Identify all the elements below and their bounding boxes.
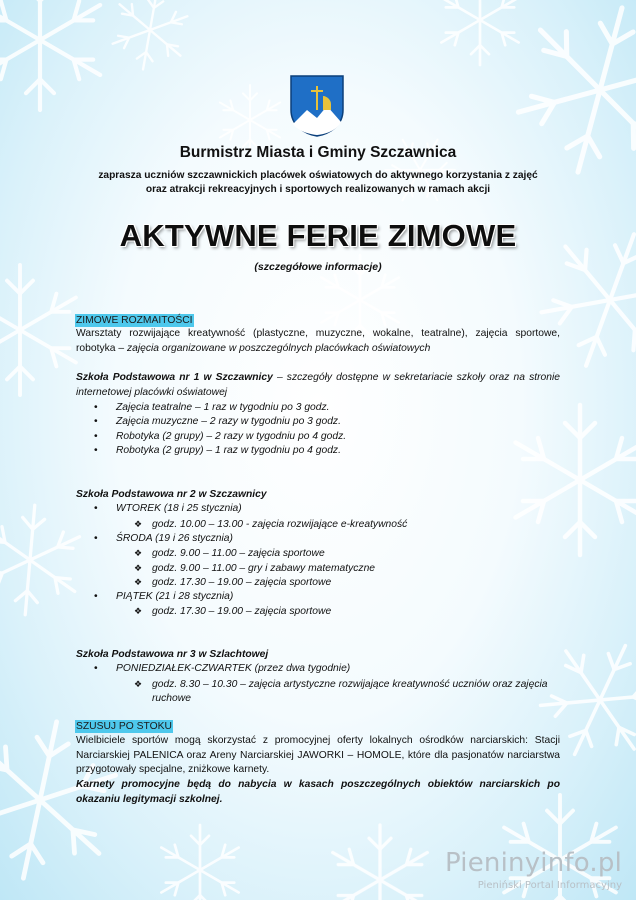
bullet-icon: • bbox=[94, 503, 98, 514]
day-item: • PONIEDZIAŁEK-CZWARTEK (przez dwa tygodnie) bbox=[94, 662, 350, 677]
bullet-icon: • bbox=[94, 416, 98, 427]
main-title: AKTYWNE FERIE ZIMOWE bbox=[119, 218, 517, 253]
diamond-bullet-icon: ❖ bbox=[134, 679, 143, 689]
list-item: ❖ godz. 9.00 – 11.00 – zajęcia sportowe bbox=[134, 548, 325, 559]
list-item: ❖ godz. 9.00 – 11.00 – gry i zabawy matematyczne bbox=[134, 563, 376, 574]
header-subtitle-line-2: oraz atrakcji rekreacyjnych i sportowych realizowanych w ramach akcji bbox=[145, 184, 491, 195]
section1-intro bbox=[76, 327, 560, 356]
day-item: • PIĄTEK (21 i 28 stycznia) bbox=[94, 590, 233, 605]
list-item: ❖ godz. 8.30 – 10.30 – zajęcia artystyczne rozwijające kreatywność uczniów oraz zajęcia bbox=[134, 679, 548, 690]
diamond-bullet-icon: ❖ bbox=[134, 606, 143, 616]
watermark-tagline: Pieniński Portal Informacyjny bbox=[477, 880, 622, 891]
list-item: • Robotyka (2 grupy) – 1 raz w tygodniu po 4 godz. bbox=[94, 444, 341, 459]
list-item: • Zajęcia muzyczne – 2 razy w tygodniu po 3 godz. bbox=[94, 415, 341, 430]
bullet-icon: • bbox=[94, 591, 98, 602]
day-item: • ŚRODA (19 i 26 stycznia) bbox=[94, 532, 233, 547]
list-item: ❖ godz. 17.30 – 19.00 – zajęcia sportowe bbox=[134, 606, 332, 617]
school2-name: Szkoła Podstawowa nr 2 w Szczawnicy bbox=[76, 489, 267, 500]
day-item: • WTOREK (18 i 25 stycznia) bbox=[94, 502, 242, 517]
school3-name: Szkoła Podstawowa nr 3 w Szlachtowej bbox=[76, 649, 269, 660]
section1-intro-text: Warsztaty rozwijające kreatywność (plastyczne, muzyczne, wokalne, teatralne), zajęcia sportowe, robotyka – bbox=[76, 328, 560, 354]
bullet-icon: • bbox=[94, 431, 98, 442]
diamond-bullet-icon: ❖ bbox=[134, 563, 143, 573]
list-item: • Zajęcia teatralne – 1 raz w tygodniu po 3 godz. bbox=[94, 401, 330, 416]
header-subtitle-line-1: zaprasza uczniów szczawnickich placówek oświatowych do aktywnego korzystania z zajęć bbox=[98, 170, 538, 181]
list-item: ❖ godz. 17.30 – 19.00 – zajęcia sportowe bbox=[134, 577, 332, 588]
coat-of-arms-icon bbox=[289, 74, 345, 138]
school1-note: – szczegóły dostępne w sekretariacie szkoły oraz na stronie internetowej placówki oświatowej bbox=[76, 372, 561, 398]
list-item-continuation: ruchowe bbox=[152, 693, 191, 704]
watermark-brand: Pieninyinfo.pl bbox=[445, 848, 622, 878]
list-item: • Robotyka (2 grupy) – 2 razy w tygodniu po 4 godz. bbox=[94, 430, 346, 445]
bullet-icon: • bbox=[94, 663, 98, 674]
list-item: ❖ godz. 10.00 – 13.00 - zajęcia rozwijające e-kreatywność bbox=[134, 519, 408, 530]
school1-header bbox=[76, 371, 560, 400]
section2-note: Karnety promocyjne będą do nabycia w kasach poszczególnych obiektów narciarskich po okazaniu legitymacji szkolnej. bbox=[76, 779, 560, 805]
main-subtitle: (szczegółowe informacje) bbox=[254, 261, 382, 273]
bullet-icon: • bbox=[94, 445, 98, 456]
section-heading-zimowe-rozmaitosci: ZIMOWE ROZMAITOŚCI bbox=[76, 315, 193, 326]
section2-body: Wielbiciele sportów mogą skorzystać z promocyjnej oferty lokalnych ośrodków narciarskich: Stacji Narciarskiej PALENICA oraz Areny Narciarskiej JAWORKI – HOMOLE, które dla pasjonatów narciarstwa przygotowały specjalne, zniżkowe karnety. bbox=[76, 735, 560, 775]
bullet-icon: • bbox=[94, 533, 98, 544]
section1-intro-italic: zajęcia organizowane w poszczególnych placówkach oświatowych bbox=[126, 342, 431, 354]
diamond-bullet-icon: ❖ bbox=[134, 519, 143, 529]
diamond-bullet-icon: ❖ bbox=[134, 577, 143, 587]
section-heading-szusuj-po-stoku: SZUSUJ PO STOKU bbox=[76, 721, 172, 732]
bullet-icon: • bbox=[94, 402, 98, 413]
diamond-bullet-icon: ❖ bbox=[134, 548, 143, 558]
mayor-heading: Burmistrz Miasta i Gminy Szczawnica bbox=[179, 144, 457, 161]
school1-name: Szkoła Podstawowa nr 1 w Szczawnicy bbox=[76, 372, 273, 383]
